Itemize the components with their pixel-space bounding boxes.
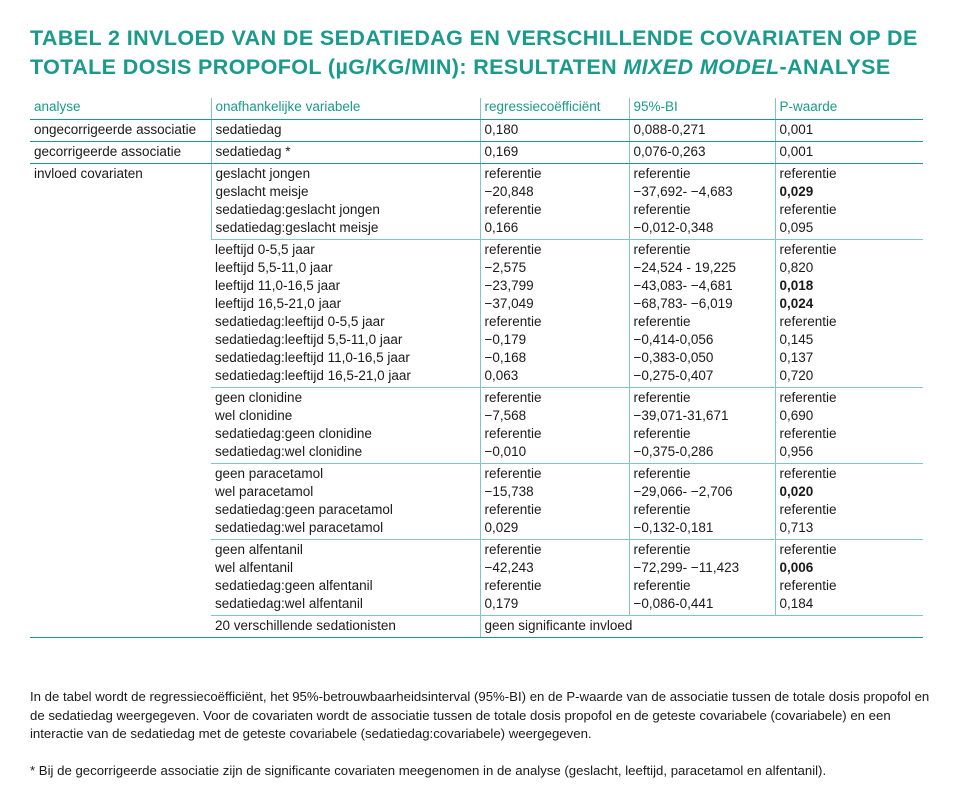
bi-cell: 0,088-0,271 xyxy=(629,120,775,142)
coef-line: 0,063 xyxy=(484,368,519,383)
coef-cell xyxy=(480,164,629,240)
bi-cell xyxy=(629,464,775,540)
p-line: referentie xyxy=(779,166,837,181)
p-line: referentie xyxy=(779,578,837,593)
coef-cell xyxy=(480,540,629,616)
variabele-line: wel paracetamol xyxy=(215,484,314,499)
variabele-cell xyxy=(211,388,480,464)
variabele-cell xyxy=(211,464,480,540)
bi-line: referentie xyxy=(633,542,691,557)
coef-cell: 0,169 xyxy=(480,142,629,164)
bi-line: referentie xyxy=(633,166,691,181)
p-cell xyxy=(775,540,923,616)
analyse-cell-covariaten: invloed covariaten xyxy=(30,164,211,638)
variabele-line: sedatiedag:geen clonidine xyxy=(215,426,372,441)
coef-cell xyxy=(480,240,629,388)
header-bi: 95%-BI xyxy=(629,98,775,120)
variabele-line: geslacht meisje xyxy=(215,184,309,199)
coef-line: −23,799 xyxy=(484,278,534,293)
variabele-line: sedatiedag:leeftijd 11,0-16,5 jaar xyxy=(215,350,410,365)
bi-cell: 0,076-0,263 xyxy=(629,142,775,164)
p-line-significant: 0,018 xyxy=(779,278,814,293)
result-cell: geen significante invloed xyxy=(480,616,923,638)
coef-line: 0,029 xyxy=(484,520,519,535)
coef-line: referentie xyxy=(484,202,542,217)
variabele-line: leeftijd 11,0-16,5 jaar xyxy=(215,278,341,293)
variabele-line: geen paracetamol xyxy=(215,466,324,481)
bi-line: referentie xyxy=(633,390,691,405)
variabele-line: sedatiedag:wel paracetamol xyxy=(215,520,384,535)
header-variabele: onafhankelijke variabele xyxy=(211,98,480,120)
coef-cell xyxy=(480,388,629,464)
bi-line: −43,083- −4,681 xyxy=(633,278,733,293)
coef-line: referentie xyxy=(484,166,542,181)
p-line: referentie xyxy=(779,314,837,329)
variabele-line: sedatiedag:geslacht jongen xyxy=(215,202,380,217)
variabele-cell: sedatiedag xyxy=(211,120,480,142)
coef-line: −0,179 xyxy=(484,332,527,347)
variabele-cell: sedatiedag * xyxy=(211,142,480,164)
p-cell: 0,001 xyxy=(775,142,923,164)
variabele-line: sedatiedag:geslacht meisje xyxy=(215,220,379,235)
coef-line: −15,738 xyxy=(484,484,534,499)
variabele-line: sedatiedag:leeftijd 5,5-11,0 jaar xyxy=(215,332,403,347)
p-line: 0,137 xyxy=(779,350,814,365)
variabele-line: sedatiedag:geen alfentanil xyxy=(215,578,373,593)
coef-line: referentie xyxy=(484,578,542,593)
footnote-asterisk: * Bij de gecorrigeerde associatie zijn de significante covariaten meegenomen in de analyse (geslacht, leeftijd, paracetamol en alfentanil). xyxy=(30,762,827,778)
p-line: 0,145 xyxy=(779,332,814,347)
bi-line: −0,414-0,056 xyxy=(633,332,714,347)
analyse-cell: gecorrigeerde associatie xyxy=(30,142,211,164)
p-line: referentie xyxy=(779,390,837,405)
coef-line: −0,168 xyxy=(484,350,527,365)
header-regressiecoefficient: regressiecoëfficiënt xyxy=(480,98,629,120)
p-line: referentie xyxy=(779,242,837,257)
analyse-cell: ongecorrigeerde associatie xyxy=(30,120,211,142)
coef-line: referentie xyxy=(484,426,542,441)
coef-line: −2,575 xyxy=(484,260,527,275)
title-text: TOTALE DOSIS PROPOFOL (µG/KG/MIN): RESULTATEN xyxy=(30,55,624,79)
bi-line: referentie xyxy=(633,314,691,329)
variabele-line: sedatiedag:geen paracetamol xyxy=(215,502,393,517)
p-line: 0,720 xyxy=(779,368,814,383)
variabele-cell xyxy=(211,540,480,616)
coef-line: referentie xyxy=(484,314,542,329)
coef-line: referentie xyxy=(484,390,542,405)
p-cell xyxy=(775,164,923,240)
p-cell xyxy=(775,240,923,388)
bi-line: −0,375-0,286 xyxy=(633,444,714,459)
bi-line: −0,132-0,181 xyxy=(633,520,714,535)
variabele-cell: 20 verschillende sedationisten xyxy=(211,616,480,638)
bi-cell xyxy=(629,540,775,616)
bi-line: referentie xyxy=(633,578,691,593)
bi-line: −0,275-0,407 xyxy=(633,368,714,383)
coef-line: −0,010 xyxy=(484,444,527,459)
header-p-waarde: P-waarde xyxy=(775,98,923,120)
bi-line: −0,012-0,348 xyxy=(633,220,714,235)
p-line: referentie xyxy=(779,426,837,441)
bi-cell xyxy=(629,240,775,388)
table-title-line-1: TABEL 2 INVLOED VAN DE SEDATIEDAG EN VERSCHILLENDE COVARIATEN OP DE xyxy=(30,26,918,50)
p-line: 0,690 xyxy=(779,408,814,423)
bi-line: referentie xyxy=(633,242,691,257)
variabele-line: geen alfentanil xyxy=(215,542,303,557)
title-italic-text: MIXED MODEL xyxy=(623,55,780,79)
table-title-line-2 xyxy=(30,53,940,82)
bi-line: −29,066- −2,706 xyxy=(633,484,733,499)
footnote-explanation: In de tabel wordt de regressiecoëfficiënt, het 95%-betrouwbaarheidsinterval (95%-BI) en de P-waarde van de associatie tussen de totale dosis propofol en de sedatiedag weergegeven. Voor de covariaten wordt de associatie tussen de totale dosis propofol en de geteste covariabele (covariabele) en een interactie van de sedatiedag met de geteste covariabele (sedatiedag:covariabele) weergegeven. xyxy=(30,689,930,741)
p-line: referentie xyxy=(779,202,837,217)
bi-cell xyxy=(629,164,775,240)
bi-line: −39,071-31,671 xyxy=(633,408,729,423)
p-line: referentie xyxy=(779,502,837,517)
table-footnotes xyxy=(30,688,935,780)
variabele-line: wel alfentanil xyxy=(215,560,294,575)
p-line-significant: 0,020 xyxy=(779,484,814,499)
coef-line: −20,848 xyxy=(484,184,534,199)
p-cell xyxy=(775,464,923,540)
bi-line: −24,524 - 19,225 xyxy=(633,260,736,275)
bi-cell xyxy=(629,388,775,464)
p-line: referentie xyxy=(779,466,837,481)
table-row xyxy=(30,142,923,164)
coef-line: −42,243 xyxy=(484,560,534,575)
p-line: 0,713 xyxy=(779,520,814,535)
p-line: 0,095 xyxy=(779,220,814,235)
table-row xyxy=(30,120,923,142)
header-row xyxy=(30,98,923,120)
bi-line: referentie xyxy=(633,426,691,441)
coef-line: referentie xyxy=(484,466,542,481)
results-table xyxy=(30,98,923,638)
coef-line: 0,166 xyxy=(484,220,519,235)
variabele-cell xyxy=(211,240,480,388)
variabele-line: sedatiedag:leeftijd 16,5-21,0 jaar xyxy=(215,368,411,383)
bi-line: −72,299- −11,423 xyxy=(633,560,740,575)
bi-line: −0,086-0,441 xyxy=(633,596,714,611)
variabele-line: leeftijd 16,5-21,0 jaar xyxy=(215,296,342,311)
header-analyse: analyse xyxy=(30,98,211,120)
title-text-suffix: -ANALYSE xyxy=(779,55,891,79)
table-row-geslacht xyxy=(30,164,923,240)
p-cell xyxy=(775,388,923,464)
coef-cell: 0,180 xyxy=(480,120,629,142)
bi-line: −0,383-0,050 xyxy=(633,350,714,365)
bi-line: −37,692- −4,683 xyxy=(633,184,733,199)
coef-line: −7,568 xyxy=(484,408,527,423)
variabele-line: leeftijd 5,5-11,0 jaar xyxy=(215,260,333,275)
variabele-line: leeftijd 0-5,5 jaar xyxy=(215,242,315,257)
variabele-cell xyxy=(211,164,480,240)
variabele-line: sedatiedag:leeftijd 0-5,5 jaar xyxy=(215,314,385,329)
coef-line: referentie xyxy=(484,542,542,557)
p-line: 0,820 xyxy=(779,260,814,275)
coef-cell xyxy=(480,464,629,540)
coef-line: −37,049 xyxy=(484,296,534,311)
variabele-line: geslacht jongen xyxy=(215,166,311,181)
table-title xyxy=(30,24,940,82)
bi-line: referentie xyxy=(633,466,691,481)
p-line-significant: 0,006 xyxy=(779,560,814,575)
variabele-line: sedatiedag:wel alfentanil xyxy=(215,596,363,611)
coef-line: referentie xyxy=(484,242,542,257)
coef-line: 0,179 xyxy=(484,596,519,611)
p-line-significant: 0,024 xyxy=(779,296,814,311)
bi-line: referentie xyxy=(633,502,691,517)
p-line: referentie xyxy=(779,542,837,557)
variabele-line: sedatiedag:wel clonidine xyxy=(215,444,363,459)
variabele-line: wel clonidine xyxy=(215,408,293,423)
p-cell: 0,001 xyxy=(775,120,923,142)
p-line: 0,956 xyxy=(779,444,814,459)
bi-line: referentie xyxy=(633,202,691,217)
variabele-line: geen clonidine xyxy=(215,390,303,405)
p-line: 0,184 xyxy=(779,596,814,611)
coef-line: referentie xyxy=(484,502,542,517)
bi-line: −68,783- −6,019 xyxy=(633,296,733,311)
p-line-significant: 0,029 xyxy=(779,184,814,199)
